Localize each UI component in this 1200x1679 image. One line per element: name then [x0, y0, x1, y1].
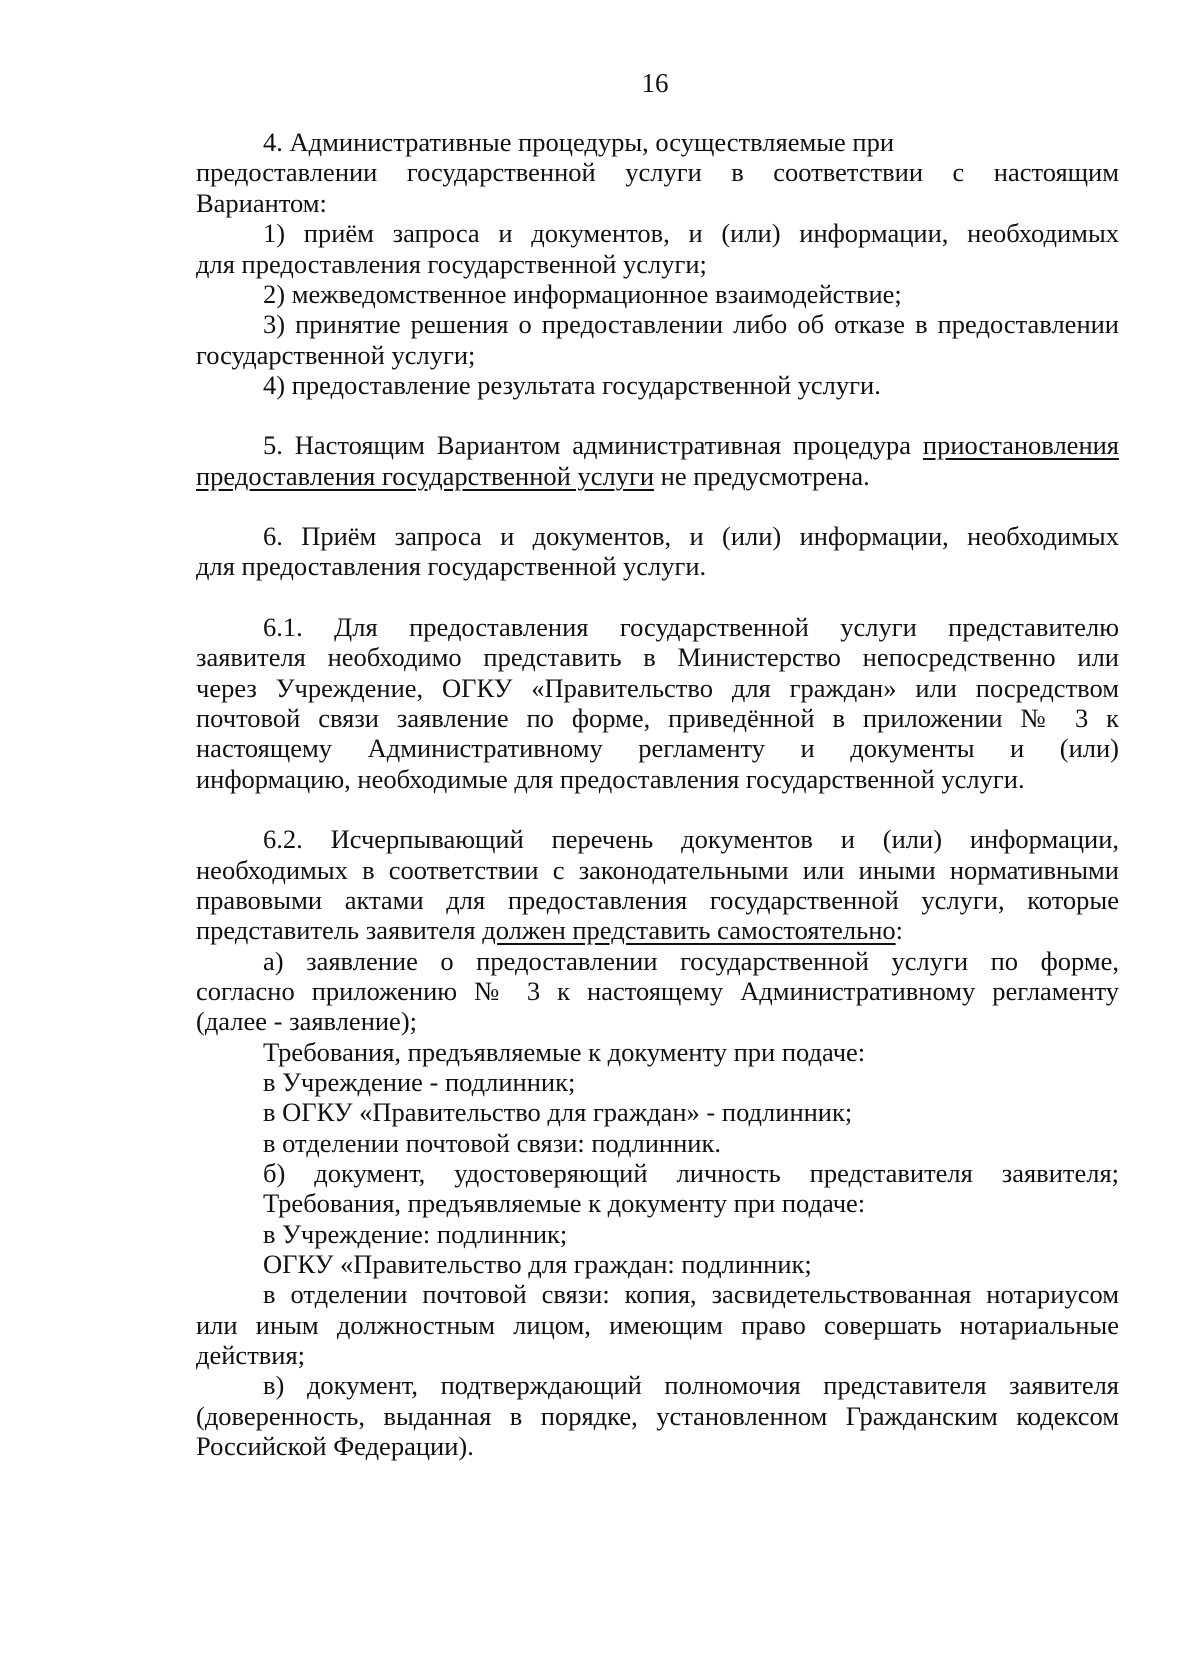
section-4-item-3: 3) принятие решения о предоставлении либо об отказе в предоставлении — [263, 309, 1119, 339]
requirements-b-title: Требования, предъявляемые к документу при подаче: — [263, 1188, 866, 1218]
section-4-item-1: 1) приём запроса и документов, и (или) информации, необходимых — [263, 218, 1119, 248]
section-4-item-3-continued: государственной услуги; — [196, 340, 476, 370]
section-4-item-2: 2) межведомственное информационное взаимодействие; — [263, 279, 902, 309]
requirements-b-item-3-end: действия; — [196, 1340, 306, 1370]
requirements-b-item-3-continued: или иным должностным лицом, имеющим право совершать нотариальные — [196, 1310, 1119, 1340]
section-6-1-line-3: через Учреждение, ОГКУ «Правительство для граждан» или посредством — [196, 673, 1119, 703]
section-6-2-text: представитель заявителя — [196, 915, 483, 945]
requirements-a-item-1: в Учреждение - подлинник; — [263, 1067, 576, 1097]
item-a-line-3: (далее - заявление); — [196, 1006, 418, 1036]
section-4-item-4: 4) предоставление результата государственной услуги. — [263, 370, 881, 400]
section-6-line-1: 6. Приём запроса и документов, и (или) информации, необходимых — [263, 521, 1119, 551]
section-6-1-line-1: 6.1. Для предоставления государственной услуги представителю — [263, 612, 1119, 642]
item-c-line-3: Российской Федерации). — [196, 1431, 474, 1461]
section-6-2-line-2: необходимых в соответствии с законодательными или иными нормативными — [196, 855, 1119, 885]
section-6-1-line-6: информацию, необходимые для предоставления государственной услуги. — [196, 764, 1025, 794]
section-6-1-line-5: настоящему Административному регламенту и документы и (или) — [196, 733, 1119, 763]
section-6-2-underlined-term: должен представить самостоятельно — [482, 915, 896, 945]
section-6-2-line-4 — [196, 914, 1119, 946]
requirements-b-item-1: в Учреждение: подлинник; — [263, 1219, 568, 1249]
requirements-b-item-2: ОГКУ «Правительство для граждан: подлинник; — [263, 1249, 812, 1279]
section-4-item-1-continued: для предоставления государственной услуги; — [196, 249, 707, 279]
section-5-line-1 — [263, 429, 1119, 461]
section-5-underlined-term-continued: предоставления государственной услуги — [196, 461, 655, 491]
section-4-title: 4. Административные процедуры, осуществляемые при — [263, 127, 895, 157]
section-4-title-continued: предоставлении государственной услуги в соответствии с настоящим — [196, 157, 1119, 187]
requirements-a-title: Требования, предъявляемые к документу при подаче: — [263, 1037, 866, 1067]
section-5-underlined-term: приостановления — [922, 430, 1119, 460]
page-number: 16 — [641, 68, 669, 98]
section-6-line-2: для предоставления государственной услуги. — [196, 551, 707, 581]
requirements-b-item-3: в отделении почтовой связи: копия, засвидетельствованная нотариусом — [263, 1279, 1119, 1309]
section-6-2-line-3: правовыми актами для предоставления государственной услуги, которые — [196, 885, 1119, 915]
item-c-line-1: в) документ, подтверждающий полномочия представителя заявителя — [263, 1370, 1119, 1400]
section-6-2-colon: : — [895, 915, 904, 945]
requirements-a-item-2: в ОГКУ «Правительство для граждан» - подлинник; — [263, 1097, 853, 1127]
section-5-text-end: не предусмотрена. — [654, 461, 870, 491]
item-c-line-2: (доверенность, выданная в порядке, установленном Гражданским кодексом — [196, 1401, 1119, 1431]
section-5-line-2 — [196, 460, 1119, 492]
section-5-text: 5. Настоящим Вариантом административная процедура — [263, 430, 923, 460]
section-6-1-line-2: заявителя необходимо представить в Министерство непосредственно или — [196, 642, 1119, 672]
item-a-line-2: согласно приложению № 3 к настоящему Административному регламенту — [196, 976, 1119, 1006]
section-4-title-end: Вариантом: — [196, 188, 327, 218]
item-b-line-1: б) документ, удостоверяющий личность представителя заявителя; — [263, 1158, 1119, 1188]
section-6-2-line-1: 6.2. Исчерпывающий перечень документов и (или) информации, — [263, 824, 1119, 854]
item-a-line-1: а) заявление о предоставлении государственной услуги по форме, — [263, 946, 1119, 976]
section-6-1-line-4: почтовой связи заявление по форме, приведённой в приложении № 3 к — [196, 703, 1119, 733]
requirements-a-item-3: в отделении почтовой связи: подлинник. — [263, 1128, 721, 1158]
